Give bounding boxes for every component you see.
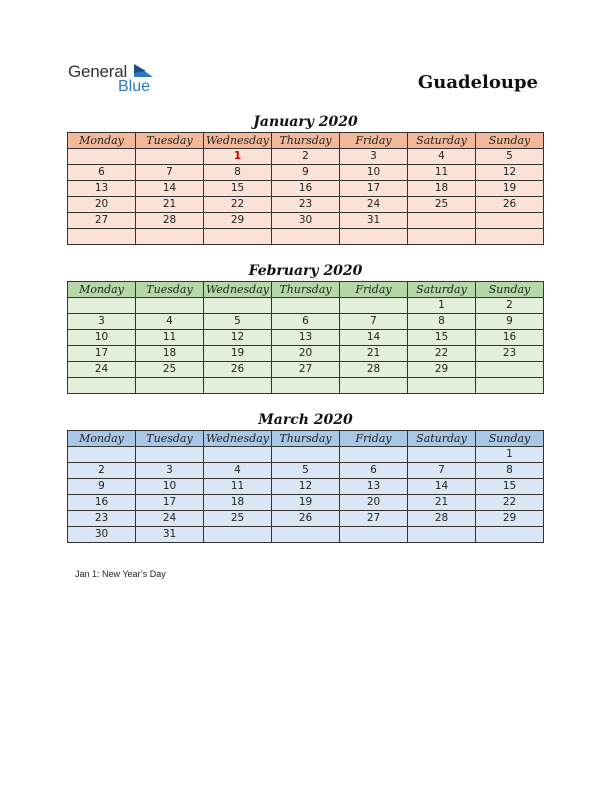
day-cell: 26	[272, 511, 340, 527]
weekday-header: Thursday	[272, 133, 340, 149]
weekday-header: Saturday	[408, 282, 476, 298]
empty-day-cell	[204, 298, 272, 314]
day-cell: 15	[204, 181, 272, 197]
empty-day-cell	[272, 378, 340, 394]
day-cell: 19	[272, 495, 340, 511]
weekday-header: Tuesday	[136, 133, 204, 149]
empty-day-cell	[476, 213, 544, 229]
empty-day-cell	[204, 447, 272, 463]
weekday-header: Wednesday	[204, 133, 272, 149]
day-cell: 12	[272, 479, 340, 495]
week-row	[68, 229, 544, 245]
day-cell: 8	[476, 463, 544, 479]
day-cell: 9	[476, 314, 544, 330]
weekday-header: Sunday	[476, 282, 544, 298]
day-cell: 22	[204, 197, 272, 213]
day-cell: 6	[68, 165, 136, 181]
day-cell: 20	[68, 197, 136, 213]
day-cell: 21	[408, 495, 476, 511]
empty-day-cell	[476, 362, 544, 378]
day-cell: 7	[340, 314, 408, 330]
day-cell: 28	[136, 213, 204, 229]
weekday-header: Tuesday	[136, 431, 204, 447]
day-cell: 18	[408, 181, 476, 197]
empty-day-cell	[272, 229, 340, 245]
day-cell: 28	[408, 511, 476, 527]
empty-day-cell	[340, 229, 408, 245]
week-row	[68, 181, 544, 197]
day-cell: 10	[136, 479, 204, 495]
day-cell: 15	[476, 479, 544, 495]
calendar-table	[67, 281, 544, 394]
week-row	[68, 463, 544, 479]
week-row	[68, 362, 544, 378]
weekday-header: Tuesday	[136, 282, 204, 298]
week-row	[68, 330, 544, 346]
day-cell: 21	[340, 346, 408, 362]
day-cell: 12	[476, 165, 544, 181]
day-cell: 2	[272, 149, 340, 165]
day-cell: 30	[272, 213, 340, 229]
weekday-header-row	[68, 431, 544, 447]
month-february	[67, 261, 544, 394]
month-title: March 2020	[258, 412, 353, 428]
logo-triangle-icon	[134, 64, 154, 78]
empty-day-cell	[408, 527, 476, 543]
empty-day-cell	[204, 527, 272, 543]
month-title: January 2020	[253, 114, 358, 130]
weekday-header: Friday	[340, 133, 408, 149]
day-cell: 23	[68, 511, 136, 527]
empty-day-cell	[272, 527, 340, 543]
day-cell: 20	[272, 346, 340, 362]
day-cell: 28	[340, 362, 408, 378]
day-cell: 3	[136, 463, 204, 479]
week-row	[68, 197, 544, 213]
day-cell: 24	[136, 511, 204, 527]
day-cell: 20	[340, 495, 408, 511]
empty-day-cell	[204, 378, 272, 394]
day-cell: 7	[136, 165, 204, 181]
day-cell: 16	[272, 181, 340, 197]
day-cell: 14	[136, 181, 204, 197]
day-cell: 18	[204, 495, 272, 511]
empty-day-cell	[476, 527, 544, 543]
month-march	[67, 410, 544, 543]
empty-day-cell	[136, 149, 204, 165]
week-row	[68, 447, 544, 463]
week-row	[68, 346, 544, 362]
day-cell: 16	[476, 330, 544, 346]
day-cell: 29	[408, 362, 476, 378]
weekday-header: Wednesday	[204, 431, 272, 447]
day-cell: 3	[68, 314, 136, 330]
week-row	[68, 149, 544, 165]
brand-logo	[68, 60, 168, 100]
day-cell: 25	[136, 362, 204, 378]
day-cell: 5	[272, 463, 340, 479]
weekday-header: Sunday	[476, 431, 544, 447]
day-cell: 8	[408, 314, 476, 330]
day-cell: 1	[204, 149, 272, 165]
day-cell: 8	[204, 165, 272, 181]
empty-day-cell	[340, 378, 408, 394]
day-cell: 24	[68, 362, 136, 378]
week-row	[68, 495, 544, 511]
day-cell: 22	[476, 495, 544, 511]
logo-text-blue: Blue	[118, 78, 151, 95]
weekday-header: Friday	[340, 282, 408, 298]
empty-day-cell	[136, 298, 204, 314]
empty-day-cell	[68, 229, 136, 245]
day-cell: 4	[136, 314, 204, 330]
empty-day-cell	[204, 229, 272, 245]
day-cell: 5	[476, 149, 544, 165]
day-cell: 23	[272, 197, 340, 213]
empty-day-cell	[340, 527, 408, 543]
day-cell: 15	[408, 330, 476, 346]
empty-day-cell	[136, 378, 204, 394]
day-cell: 17	[68, 346, 136, 362]
weekday-header: Thursday	[272, 431, 340, 447]
empty-day-cell	[408, 229, 476, 245]
week-row	[68, 511, 544, 527]
month-title: February 2020	[248, 263, 363, 279]
week-row	[68, 527, 544, 543]
day-cell: 1	[476, 447, 544, 463]
weekday-header: Thursday	[272, 282, 340, 298]
day-cell: 13	[68, 181, 136, 197]
day-cell: 14	[408, 479, 476, 495]
day-cell: 26	[204, 362, 272, 378]
country-title: Guadeloupe	[417, 72, 538, 93]
day-cell: 6	[272, 314, 340, 330]
weekday-header-row	[68, 133, 544, 149]
day-cell: 25	[408, 197, 476, 213]
empty-day-cell	[136, 447, 204, 463]
empty-day-cell	[68, 378, 136, 394]
empty-day-cell	[272, 447, 340, 463]
weekday-header: Saturday	[408, 133, 476, 149]
weekday-header: Monday	[68, 282, 136, 298]
day-cell: 11	[408, 165, 476, 181]
day-cell: 9	[68, 479, 136, 495]
month-january	[67, 112, 544, 245]
day-cell: 27	[68, 213, 136, 229]
day-cell: 7	[408, 463, 476, 479]
day-cell: 9	[272, 165, 340, 181]
empty-day-cell	[68, 447, 136, 463]
day-cell: 12	[204, 330, 272, 346]
day-cell: 13	[340, 479, 408, 495]
calendar-table	[67, 430, 544, 543]
day-cell: 17	[340, 181, 408, 197]
day-cell: 13	[272, 330, 340, 346]
day-cell: 16	[68, 495, 136, 511]
empty-day-cell	[476, 378, 544, 394]
day-cell: 24	[340, 197, 408, 213]
day-cell: 29	[476, 511, 544, 527]
day-cell: 21	[136, 197, 204, 213]
day-cell: 1	[408, 298, 476, 314]
day-cell: 17	[136, 495, 204, 511]
holiday-note: Jan 1: New Year’s Day	[75, 569, 166, 579]
weekday-header: Wednesday	[204, 282, 272, 298]
day-cell: 3	[340, 149, 408, 165]
week-row	[68, 298, 544, 314]
day-cell: 6	[340, 463, 408, 479]
logo-text-general: General	[68, 62, 128, 81]
day-cell: 4	[204, 463, 272, 479]
day-cell: 14	[340, 330, 408, 346]
empty-day-cell	[476, 229, 544, 245]
week-row	[68, 479, 544, 495]
day-cell: 10	[68, 330, 136, 346]
week-row	[68, 165, 544, 181]
day-cell: 11	[136, 330, 204, 346]
day-cell: 22	[408, 346, 476, 362]
empty-day-cell	[272, 298, 340, 314]
day-cell: 10	[340, 165, 408, 181]
week-row	[68, 378, 544, 394]
empty-day-cell	[408, 213, 476, 229]
day-cell: 27	[340, 511, 408, 527]
day-cell: 25	[204, 511, 272, 527]
weekday-header: Saturday	[408, 431, 476, 447]
empty-day-cell	[68, 298, 136, 314]
empty-day-cell	[408, 447, 476, 463]
empty-day-cell	[408, 378, 476, 394]
day-cell: 31	[136, 527, 204, 543]
day-cell: 26	[476, 197, 544, 213]
empty-day-cell	[340, 447, 408, 463]
day-cell: 4	[408, 149, 476, 165]
weekday-header: Monday	[68, 133, 136, 149]
day-cell: 29	[204, 213, 272, 229]
day-cell: 19	[476, 181, 544, 197]
day-cell: 5	[204, 314, 272, 330]
day-cell: 18	[136, 346, 204, 362]
week-row	[68, 213, 544, 229]
day-cell: 31	[340, 213, 408, 229]
day-cell: 27	[272, 362, 340, 378]
empty-day-cell	[340, 298, 408, 314]
day-cell: 2	[68, 463, 136, 479]
week-row	[68, 314, 544, 330]
weekday-header: Sunday	[476, 133, 544, 149]
weekday-header: Monday	[68, 431, 136, 447]
day-cell: 23	[476, 346, 544, 362]
day-cell: 30	[68, 527, 136, 543]
day-cell: 11	[204, 479, 272, 495]
day-cell: 2	[476, 298, 544, 314]
day-cell: 19	[204, 346, 272, 362]
empty-day-cell	[136, 229, 204, 245]
empty-day-cell	[68, 149, 136, 165]
weekday-header-row	[68, 282, 544, 298]
weekday-header: Friday	[340, 431, 408, 447]
calendar-table	[67, 132, 544, 245]
